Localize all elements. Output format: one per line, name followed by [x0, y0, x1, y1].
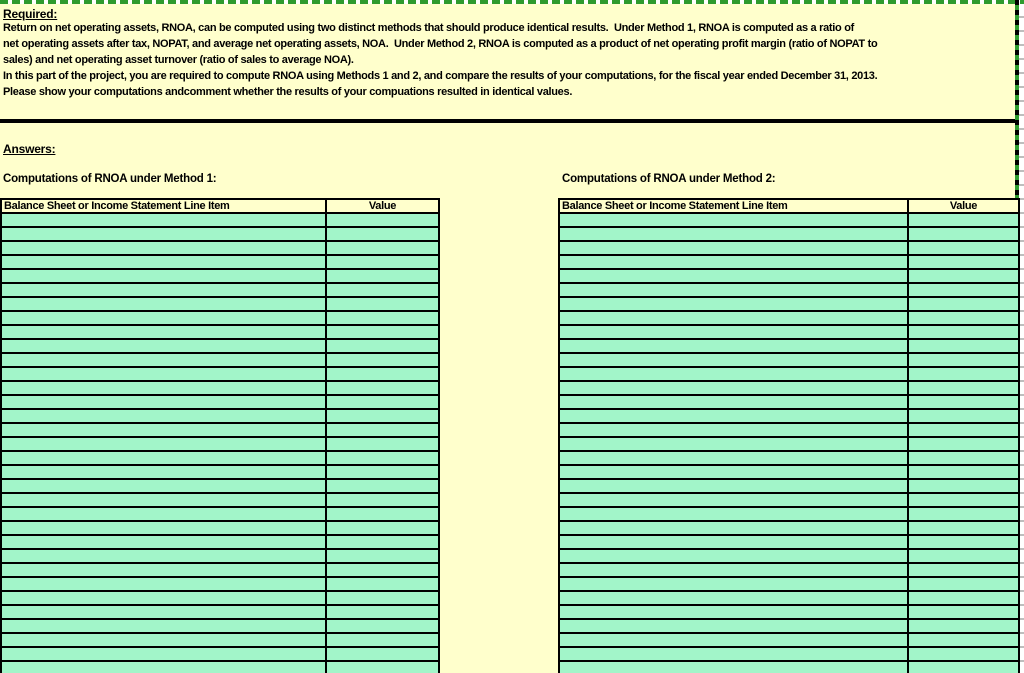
table-row	[559, 269, 1019, 283]
cell-value[interactable]	[326, 521, 439, 535]
table-row	[1, 563, 439, 577]
cell-value[interactable]	[908, 563, 1019, 577]
table-row	[559, 213, 1019, 227]
cell-line-item[interactable]	[559, 311, 908, 325]
cell-line-item[interactable]	[559, 213, 908, 227]
cell-line-item[interactable]	[559, 563, 908, 577]
cell-line-item[interactable]	[1, 255, 326, 269]
table-row	[559, 549, 1019, 563]
table-row	[559, 661, 1019, 673]
cell-value[interactable]	[908, 325, 1019, 339]
line-item-column-header: Balance Sheet or Income Statement Line Item	[1, 199, 326, 213]
cell-line-item[interactable]	[559, 661, 908, 673]
table-row	[559, 339, 1019, 353]
cell-value[interactable]	[908, 507, 1019, 521]
table-row	[559, 241, 1019, 255]
table-row	[1, 507, 439, 521]
cell-value[interactable]	[908, 535, 1019, 549]
cell-line-item[interactable]	[1, 479, 326, 493]
table-row	[559, 451, 1019, 465]
cell-value[interactable]	[908, 577, 1019, 591]
cell-value[interactable]	[908, 297, 1019, 311]
table-row	[1, 339, 439, 353]
table-row	[559, 381, 1019, 395]
table-row	[559, 493, 1019, 507]
cell-line-item[interactable]	[559, 591, 908, 605]
required-heading: Required:	[3, 7, 58, 21]
table-row	[1, 395, 439, 409]
cell-line-item[interactable]	[1, 311, 326, 325]
cell-line-item[interactable]	[559, 353, 908, 367]
cell-line-item[interactable]	[1, 269, 326, 283]
cell-line-item[interactable]	[1, 213, 326, 227]
cell-line-item[interactable]	[559, 381, 908, 395]
table-header-row	[1, 199, 439, 213]
cell-value[interactable]	[908, 283, 1019, 297]
cell-line-item[interactable]	[1, 493, 326, 507]
cell-value[interactable]	[326, 213, 439, 227]
cell-value[interactable]	[908, 395, 1019, 409]
table-row	[559, 311, 1019, 325]
cell-value[interactable]	[326, 255, 439, 269]
table-row	[1, 311, 439, 325]
cell-value[interactable]	[326, 283, 439, 297]
cell-line-item[interactable]	[559, 619, 908, 633]
table-row	[1, 451, 439, 465]
cell-line-item[interactable]	[1, 521, 326, 535]
cell-value[interactable]	[908, 381, 1019, 395]
cell-value[interactable]	[908, 647, 1019, 661]
cell-line-item[interactable]	[1, 619, 326, 633]
cell-value[interactable]	[326, 633, 439, 647]
cell-line-item[interactable]	[1, 353, 326, 367]
cell-line-item[interactable]	[559, 507, 908, 521]
table-row	[559, 479, 1019, 493]
cell-line-item[interactable]	[1, 367, 326, 381]
value-column-header: Value	[908, 199, 1019, 213]
cell-line-item[interactable]	[1, 507, 326, 521]
cell-line-item[interactable]	[559, 241, 908, 255]
cell-value[interactable]	[326, 535, 439, 549]
table-row	[559, 647, 1019, 661]
cell-value[interactable]	[908, 437, 1019, 451]
section-divider-rule	[0, 119, 1015, 123]
table-row	[1, 381, 439, 395]
table-row	[1, 549, 439, 563]
cell-line-item[interactable]	[1, 339, 326, 353]
table-row	[1, 521, 439, 535]
cell-value[interactable]	[326, 647, 439, 661]
cell-line-item[interactable]	[559, 339, 908, 353]
cell-value[interactable]	[326, 381, 439, 395]
line-item-column-header: Balance Sheet or Income Statement Line Item	[559, 199, 908, 213]
cell-value[interactable]	[326, 395, 439, 409]
cell-value[interactable]	[908, 367, 1019, 381]
cell-line-item[interactable]	[1, 549, 326, 563]
table-row	[1, 493, 439, 507]
answers-heading: Answers:	[3, 142, 56, 156]
method2-title: Computations of RNOA under Method 2:	[562, 173, 776, 185]
cell-value[interactable]	[326, 661, 439, 673]
cell-line-item[interactable]	[559, 479, 908, 493]
cell-line-item[interactable]	[559, 255, 908, 269]
cell-line-item[interactable]	[1, 661, 326, 673]
cell-line-item[interactable]	[1, 227, 326, 241]
table-row	[559, 409, 1019, 423]
cell-line-item[interactable]	[559, 269, 908, 283]
cell-line-item[interactable]	[559, 437, 908, 451]
cell-line-item[interactable]	[1, 423, 326, 437]
cell-line-item[interactable]	[1, 633, 326, 647]
cell-value[interactable]	[908, 465, 1019, 479]
cell-value[interactable]	[326, 493, 439, 507]
required-text-line: Please show your computations andcomment whether the results of your compuations resulted in identical values.	[3, 86, 573, 98]
table-row	[1, 661, 439, 673]
table-row	[559, 633, 1019, 647]
required-text-line: In this part of the project, you are required to compute RNOA using Methods 1 and 2, and compare the results of your computations, for the fiscal year ended December 31, 2013.	[3, 70, 878, 82]
cell-value[interactable]	[326, 563, 439, 577]
cell-line-item[interactable]	[559, 227, 908, 241]
table-row	[559, 507, 1019, 521]
cell-line-item[interactable]	[559, 423, 908, 437]
cell-line-item[interactable]	[1, 535, 326, 549]
table-row	[559, 423, 1019, 437]
cell-line-item[interactable]	[559, 493, 908, 507]
cell-value[interactable]	[326, 479, 439, 493]
cell-value[interactable]	[326, 311, 439, 325]
method2-table	[558, 198, 1020, 673]
cell-value[interactable]	[326, 339, 439, 353]
table-row	[559, 395, 1019, 409]
cell-value[interactable]	[908, 339, 1019, 353]
cell-value[interactable]	[908, 493, 1019, 507]
table-row	[559, 521, 1019, 535]
table-row	[1, 269, 439, 283]
table-row	[559, 367, 1019, 381]
table-row	[1, 367, 439, 381]
cell-value[interactable]	[908, 213, 1019, 227]
cell-value[interactable]	[908, 311, 1019, 325]
cell-value[interactable]	[908, 591, 1019, 605]
cell-value[interactable]	[326, 451, 439, 465]
cell-line-item[interactable]	[559, 395, 908, 409]
table-row	[559, 325, 1019, 339]
table-row	[559, 577, 1019, 591]
cell-line-item[interactable]	[1, 577, 326, 591]
table-row	[1, 479, 439, 493]
cell-value[interactable]	[326, 269, 439, 283]
cell-line-item[interactable]	[559, 283, 908, 297]
cell-value[interactable]	[908, 227, 1019, 241]
cell-line-item[interactable]	[1, 325, 326, 339]
cell-value[interactable]	[326, 591, 439, 605]
cell-value[interactable]	[908, 269, 1019, 283]
cell-value[interactable]	[908, 353, 1019, 367]
cell-value[interactable]	[908, 255, 1019, 269]
table-row	[1, 227, 439, 241]
cell-value[interactable]	[908, 241, 1019, 255]
required-text	[3, 20, 1013, 100]
cell-line-item[interactable]	[1, 647, 326, 661]
table-row	[1, 241, 439, 255]
table-row	[559, 535, 1019, 549]
required-text-line: Return on net operating assets, RNOA, can be computed using two distinct methods that should produce identical results. Under Method 1, RNOA is computed as a ratio of	[3, 22, 854, 34]
cell-value[interactable]	[908, 549, 1019, 563]
cell-value[interactable]	[908, 619, 1019, 633]
cell-line-item[interactable]	[559, 451, 908, 465]
cell-line-item[interactable]	[1, 283, 326, 297]
cell-line-item[interactable]	[559, 535, 908, 549]
cell-value[interactable]	[908, 479, 1019, 493]
cell-value[interactable]	[326, 297, 439, 311]
method1-table	[0, 198, 440, 673]
cell-line-item[interactable]	[1, 241, 326, 255]
cell-line-item[interactable]	[559, 325, 908, 339]
cell-line-item[interactable]	[1, 563, 326, 577]
table-row	[1, 353, 439, 367]
cell-value[interactable]	[326, 577, 439, 591]
cell-value[interactable]	[908, 423, 1019, 437]
cell-line-item[interactable]	[559, 605, 908, 619]
table-row	[1, 647, 439, 661]
cell-value[interactable]	[326, 549, 439, 563]
table-row	[1, 297, 439, 311]
cell-line-item[interactable]	[559, 409, 908, 423]
required-text-line: sales) and net operating asset turnover (ratio of sales to average NOA).	[3, 54, 354, 66]
cell-value[interactable]	[908, 451, 1019, 465]
table-row	[1, 591, 439, 605]
required-text-line: net operating assets after tax, NOPAT, and average net operating assets, NOA. Under Method 2, RNOA is computed as a product of net operating profit margin (ratio of NOPAT to	[3, 38, 878, 50]
cell-line-item[interactable]	[559, 549, 908, 563]
cell-value[interactable]	[908, 409, 1019, 423]
cell-line-item[interactable]	[1, 381, 326, 395]
cell-value[interactable]	[908, 661, 1019, 673]
cell-line-item[interactable]	[1, 591, 326, 605]
cell-value[interactable]	[326, 241, 439, 255]
table-row	[1, 605, 439, 619]
table-row	[1, 619, 439, 633]
table-row	[559, 255, 1019, 269]
cell-value[interactable]	[326, 437, 439, 451]
cell-line-item[interactable]	[1, 437, 326, 451]
table-row	[1, 465, 439, 479]
table-row	[1, 577, 439, 591]
table-row	[1, 437, 439, 451]
cell-value[interactable]	[326, 465, 439, 479]
value-column-header: Value	[326, 199, 439, 213]
cell-line-item[interactable]	[1, 605, 326, 619]
cell-line-item[interactable]	[559, 647, 908, 661]
table-row	[559, 605, 1019, 619]
cell-line-item[interactable]	[1, 409, 326, 423]
table-row	[1, 283, 439, 297]
cell-line-item[interactable]	[1, 297, 326, 311]
cell-value[interactable]	[326, 227, 439, 241]
cell-value[interactable]	[326, 353, 439, 367]
cell-value[interactable]	[908, 633, 1019, 647]
table-row	[1, 633, 439, 647]
table-row	[559, 591, 1019, 605]
cell-value[interactable]	[326, 605, 439, 619]
table-row	[1, 213, 439, 227]
cell-line-item[interactable]	[1, 395, 326, 409]
table-row	[559, 619, 1019, 633]
table-row	[1, 325, 439, 339]
table-row	[1, 409, 439, 423]
table-row	[559, 353, 1019, 367]
cell-value[interactable]	[326, 409, 439, 423]
cell-value[interactable]	[326, 423, 439, 437]
cell-line-item[interactable]	[559, 297, 908, 311]
cell-line-item[interactable]	[559, 465, 908, 479]
cell-value[interactable]	[326, 619, 439, 633]
table-row	[559, 563, 1019, 577]
cell-line-item[interactable]	[559, 367, 908, 381]
table-header-row	[559, 199, 1019, 213]
cell-value[interactable]	[908, 605, 1019, 619]
cell-value[interactable]	[326, 367, 439, 381]
cell-value[interactable]	[326, 325, 439, 339]
table-row	[559, 297, 1019, 311]
table-row	[559, 227, 1019, 241]
cell-line-item[interactable]	[559, 577, 908, 591]
cell-line-item[interactable]	[1, 451, 326, 465]
cell-line-item[interactable]	[559, 633, 908, 647]
cell-line-item[interactable]	[1, 465, 326, 479]
table-row	[1, 535, 439, 549]
table-row	[559, 465, 1019, 479]
table-row	[1, 423, 439, 437]
table-row	[559, 283, 1019, 297]
cell-line-item[interactable]	[559, 521, 908, 535]
cell-value[interactable]	[908, 521, 1019, 535]
table-row	[559, 437, 1019, 451]
method1-title: Computations of RNOA under Method 1:	[3, 173, 217, 185]
cell-value[interactable]	[326, 507, 439, 521]
table-row	[1, 255, 439, 269]
